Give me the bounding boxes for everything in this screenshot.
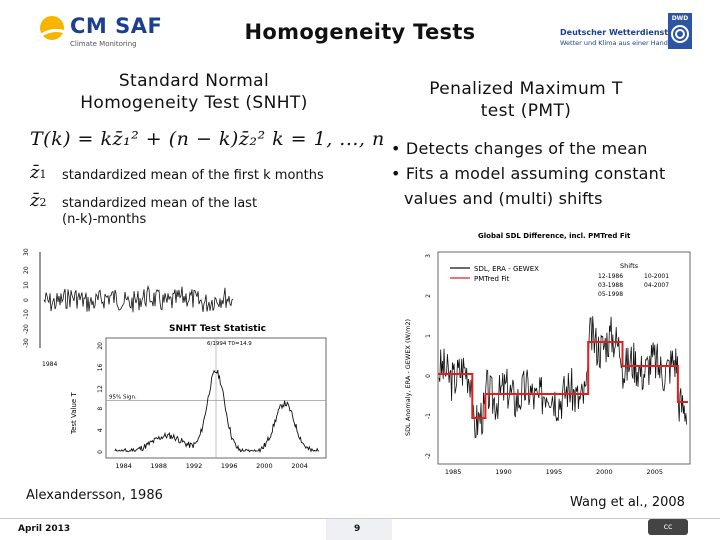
cmsaf-logo-text: CM SAF xyxy=(70,14,163,38)
z1-symbol xyxy=(30,162,46,183)
snht-heading-line2: Homogeneity Test (SNHT) xyxy=(80,93,308,113)
raw-ytick-4: -10 xyxy=(23,309,30,319)
snht-xtick: 2004 xyxy=(291,462,308,470)
z1-subscript: 1 xyxy=(39,168,47,181)
shift-2: 03-1988 xyxy=(598,282,624,289)
snht-heading-line1: Standard Normal xyxy=(118,71,270,91)
citation-alexandersson: Alexandersson, 1986 xyxy=(26,488,163,503)
pmt-xtick: 2000 xyxy=(596,468,613,476)
pmt-ytick: -1 xyxy=(425,413,432,419)
pmt-heading-line1: Penalized Maximum T xyxy=(429,79,623,99)
snht-ytick: 12 xyxy=(97,385,104,393)
cc-license-icon: cc xyxy=(648,519,688,535)
snht-xtick: 2000 xyxy=(256,462,273,470)
raw-ytick-6: -30 xyxy=(23,338,30,348)
citation-wang: Wang et al., 2008 xyxy=(570,495,685,510)
z2-letter: z̄ xyxy=(30,190,40,211)
shifts-title: Shifts xyxy=(620,262,639,270)
pmt-heading xyxy=(376,78,676,122)
raw-xtick: 1984 xyxy=(42,361,58,368)
z2-description-line1: standardized mean of the last xyxy=(62,196,258,211)
pmt-ytick: 2 xyxy=(425,294,432,298)
pmt-ytick: 1 xyxy=(425,334,432,338)
shift-3: 04-2007 xyxy=(644,282,670,289)
pmt-bullets xyxy=(391,136,666,211)
shift-0: 12-1986 xyxy=(598,273,624,280)
footer-date: April 2013 xyxy=(18,524,71,534)
snht-ylabel: Test Value T xyxy=(70,392,78,434)
pmt-bullet-1: • Detects changes of the mean xyxy=(391,139,648,158)
pmt-bullet-2-cont: values and (multi) shifts xyxy=(404,189,603,208)
snht-xtick: 1988 xyxy=(150,462,168,470)
pmt-heading-line2: test (PMT) xyxy=(480,101,572,121)
spiral-icon xyxy=(668,22,692,46)
snht-formula: T(k) = kz̄₁² + (n − k)z̄₂² k = 1, ..., n xyxy=(30,128,385,150)
raw-ytick-5: -20 xyxy=(23,324,30,334)
snht-ytick: 0 xyxy=(97,450,104,454)
pmt-chart xyxy=(398,226,704,488)
page-title: Homogeneity Tests xyxy=(244,20,476,44)
raw-ytick-3: 0 xyxy=(23,298,30,302)
z1-letter: z̄ xyxy=(30,162,40,183)
snht-xtick: 1996 xyxy=(220,462,238,470)
pmt-chart-title: Global SDL Difference, incl. PMTred Fit xyxy=(478,232,631,240)
pmt-xtick: 2005 xyxy=(646,468,663,476)
raw-ytick-0: 30 xyxy=(23,248,30,256)
snht-charts xyxy=(14,244,330,490)
z2-description-line2: (n-k)-months xyxy=(62,212,147,227)
z2-subscript: 2 xyxy=(39,196,47,209)
raw-series-line xyxy=(44,287,233,313)
pmt-ytick: -2 xyxy=(425,453,432,459)
pmt-ylabel: SDL Anomaly, ERA - GEWEX (W/m2) xyxy=(404,318,412,436)
pmt-bullet-2: • Fits a model assuming constant xyxy=(391,164,666,183)
dwd-logo-badge xyxy=(668,13,692,49)
pmt-xtick: 1985 xyxy=(444,468,462,476)
pmt-xtick: 1995 xyxy=(545,468,563,476)
snht-ytick: 16 xyxy=(97,363,104,372)
snht-xtick: 1984 xyxy=(115,462,132,470)
shift-1: 10-2001 xyxy=(644,273,670,280)
z2-symbol xyxy=(30,190,46,211)
dwd-logo-text: Deutscher Wetterdienst xyxy=(560,28,669,37)
page-number: 9 xyxy=(354,524,361,534)
snht-ytick: 8 xyxy=(97,406,104,411)
snht-heading xyxy=(44,70,344,114)
pmt-ytick: 3 xyxy=(425,254,432,258)
pmt-xtick: 1990 xyxy=(495,468,512,476)
cmsaf-logo-sub: Climate Monitoring xyxy=(70,40,137,48)
snht-annotation: 6/1994 T0=14.9 xyxy=(207,341,252,347)
dwd-logo-slogan: Wetter und Klima aus einer Hand xyxy=(560,39,668,47)
snht-xtick: 1992 xyxy=(185,462,203,470)
snht-stat-chart xyxy=(70,324,326,470)
legend-label-data: SDL, ERA - GEWEX xyxy=(474,265,539,273)
snht-chart-title: SNHT Test Statistic xyxy=(169,324,266,334)
z1-description: standardized mean of the first k months xyxy=(62,168,324,183)
z2-description xyxy=(62,196,257,228)
snht-threshold-label: 95% Sign. xyxy=(109,394,137,401)
raw-ytick-2: 10 xyxy=(23,281,30,289)
snht-ytick: 20 xyxy=(97,342,104,350)
shift-4: 05-1998 xyxy=(598,291,624,298)
raw-ytick-1: 20 xyxy=(23,266,30,274)
legend-label-fit: PMTred Fit xyxy=(474,275,510,283)
dwd-badge-text: DWD xyxy=(671,15,689,22)
snht-ytick: 4 xyxy=(97,428,104,433)
pmt-ytick: 0 xyxy=(425,374,432,378)
